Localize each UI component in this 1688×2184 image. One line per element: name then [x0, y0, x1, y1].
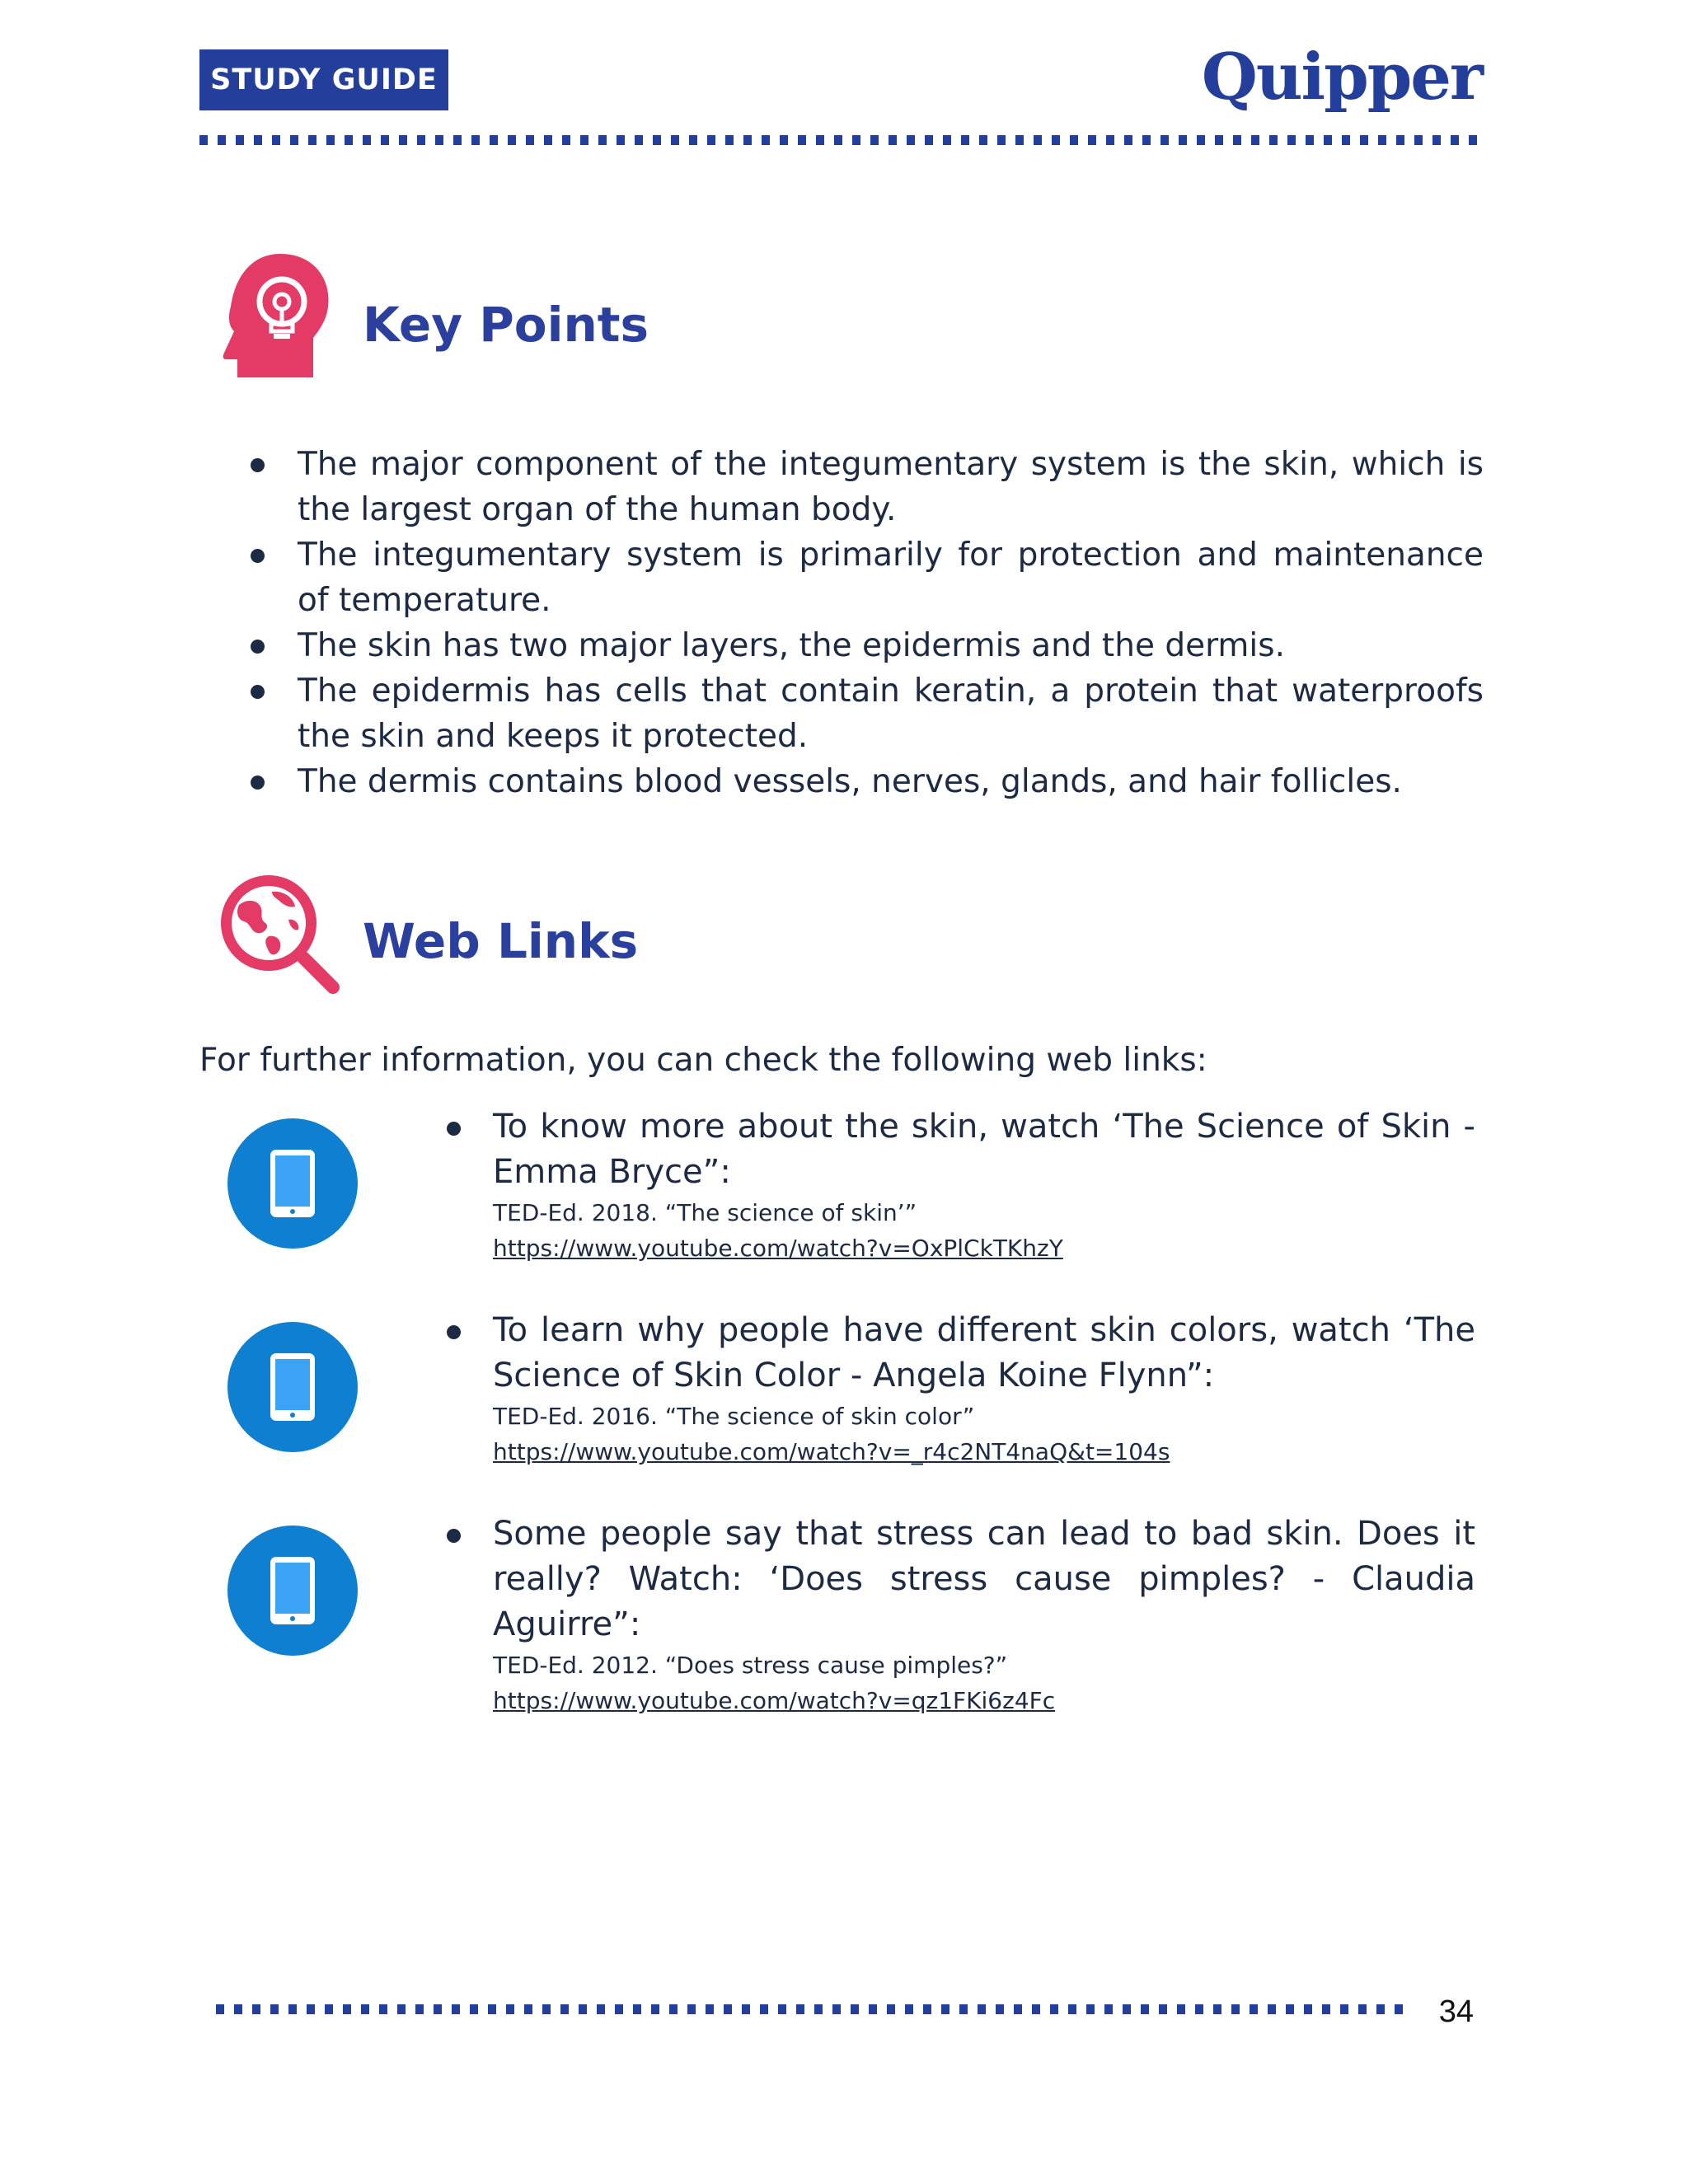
tablet-icon: [269, 1555, 316, 1626]
list-item: [247, 668, 1484, 759]
list-item-text: The integumentary system is primarily for protection and maintenance of temperature.: [298, 537, 1484, 619]
quipper-logo: Quipper: [1201, 40, 1482, 115]
web-link-citation: TED-Ed. 2016. “The science of skin color”: [493, 1403, 975, 1430]
globe-magnifier-icon: [214, 869, 346, 1001]
device-badge: [227, 1526, 358, 1656]
web-link-url[interactable]: https://www.youtube.com/watch?v=qz1FKi6z4Fc: [493, 1687, 1056, 1714]
bullet-dot: [251, 776, 265, 790]
device-badge: [227, 1322, 358, 1452]
tablet-icon: [269, 1352, 316, 1422]
web-link-description: [445, 1511, 1475, 1647]
page-number: 34: [1438, 1994, 1474, 2029]
bullet-dot: [447, 1122, 461, 1136]
head-lightbulb-icon: [223, 252, 335, 381]
web-link-item: [445, 1104, 1475, 1266]
web-link-citation: TED-Ed. 2018. “The science of skin’”: [493, 1199, 917, 1226]
bullet-dot: [251, 458, 265, 472]
web-link-item: [445, 1511, 1475, 1718]
study-guide-badge: STUDY GUIDE: [199, 49, 448, 110]
web-link-item: [445, 1308, 1475, 1469]
key-points-list: [247, 442, 1484, 804]
web-links-heading: Web Links: [363, 913, 639, 969]
list-item: [247, 759, 1484, 804]
web-link-citation: TED-Ed. 2012. “Does stress cause pimples?”: [493, 1652, 1008, 1679]
web-link-description: [445, 1104, 1475, 1195]
web-links-intro: For further information, you can check the following web links:: [199, 1042, 1207, 1079]
list-item: [247, 442, 1484, 532]
list-item: [247, 623, 1484, 668]
web-link-text: To know more about the skin, watch ‘The Science of Skin - Emma Bryce”:: [493, 1108, 1475, 1191]
web-link-url[interactable]: https://www.youtube.com/watch?v=_r4c2NT4naQ&t=104s: [493, 1438, 1170, 1465]
web-link-text: Some people say that stress can lead to bad skin. Does it really? Watch: ‘Does stress cause pimples? - Claudia Aguirre”:: [493, 1515, 1475, 1643]
header-divider: [199, 135, 1483, 145]
web-link-text: To learn why people have different skin colors, watch ‘The Science of Skin Color - Angela Koine Flynn”:: [493, 1311, 1475, 1394]
bullet-dot: [447, 1325, 461, 1339]
bullet-dot: [251, 549, 265, 563]
list-item-text: The skin has two major layers, the epidermis and the dermis.: [298, 627, 1285, 664]
device-badge: [227, 1118, 358, 1249]
list-item-text: The epidermis has cells that contain keratin, a protein that waterproofs the skin and keeps it protected.: [298, 673, 1484, 755]
footer-divider: [216, 2004, 1403, 2014]
bullet-dot: [251, 640, 265, 654]
list-item: [247, 532, 1484, 623]
bullet-dot: [251, 685, 265, 699]
web-link-description: [445, 1308, 1475, 1399]
tablet-icon: [269, 1148, 316, 1219]
list-item-text: The dermis contains blood vessels, nerves, glands, and hair follicles.: [298, 763, 1402, 800]
key-points-heading: Key Points: [363, 297, 649, 353]
list-item-text: The major component of the integumentary system is the skin, which is the largest organ of the human body.: [298, 446, 1484, 528]
web-link-url[interactable]: https://www.youtube.com/watch?v=OxPlCkTKhzY: [493, 1235, 1063, 1262]
bullet-dot: [447, 1529, 461, 1543]
